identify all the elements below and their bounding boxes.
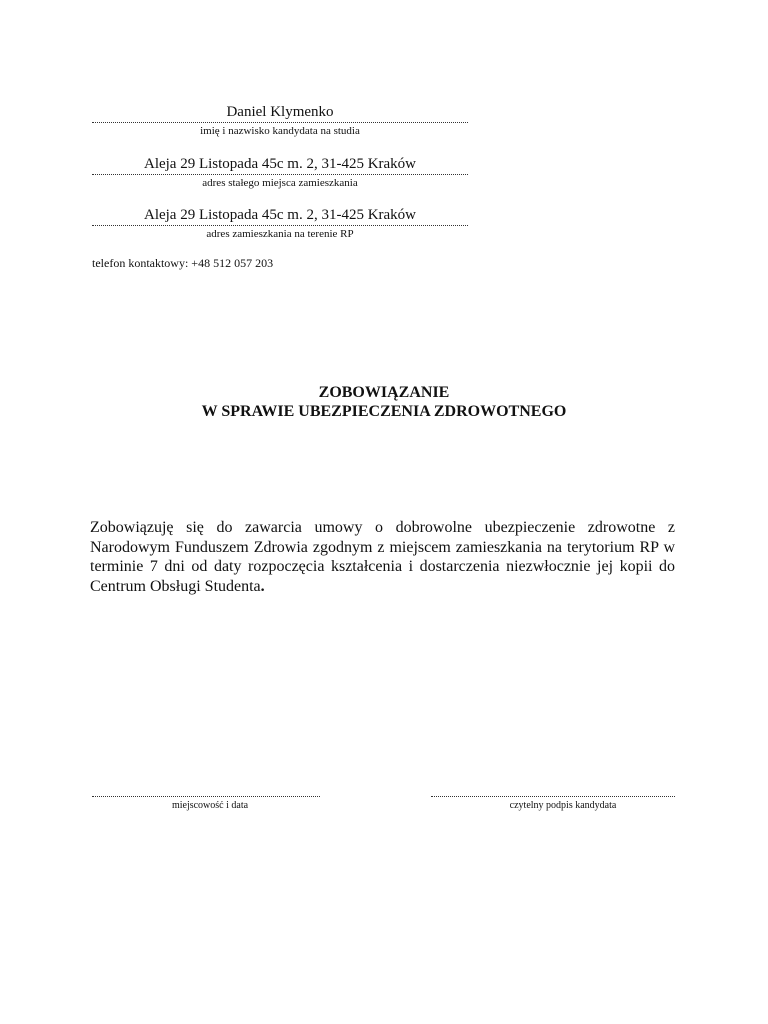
poland-address-field: [92, 207, 468, 241]
permanent-address-dotted-line: [92, 174, 468, 175]
declaration-text: [90, 518, 675, 596]
poland-address-value: Aleja 29 Listopada 45c m. 2, 31-425 Kraków: [143, 207, 417, 223]
title-line-2: W SPRAWIE UBEZPIECZENIA ZDROWOTNEGO: [201, 403, 567, 420]
place-date-field: [92, 796, 320, 812]
poland-address-dotted-line: [92, 225, 468, 226]
name-field: [92, 104, 468, 138]
document-title: [0, 383, 768, 421]
permanent-address-caption: adres stałego miejsca zamieszkania: [202, 177, 358, 189]
name-caption: imię i nazwisko kandydata na studia: [200, 125, 360, 137]
permanent-address-value: Aleja 29 Listopada 45c m. 2, 31-425 Kraków: [143, 156, 417, 172]
applicant-name: Daniel Klymenko: [226, 104, 334, 120]
poland-address-caption: adres zamieszkania na terenie RP: [206, 228, 354, 240]
declaration-body: Zobowiązuję się do zawarcia umowy o dobrowolne ubezpieczenie zdrowotne z Narodowym Funduszem Zdrowia zgodnym z miejscem zamieszkania na terytorium RP w terminie 7 dni od daty rozpoczęcia kształcenia i dostarczenia niezwłocznie jej kopii do Centrum Obsługi Studenta: [90, 519, 675, 595]
declaration-final-period: .: [260, 577, 265, 595]
signature-field: [431, 796, 675, 812]
title-line-1: ZOBOWIĄZANIE: [318, 384, 450, 401]
signature-dotted-line: [431, 796, 675, 797]
signature-caption: czytelny podpis kandydata: [509, 800, 617, 811]
contact-phone: telefon kontaktowy: +48 512 057 203: [92, 256, 274, 270]
place-date-caption: miejscowość i data: [171, 800, 249, 811]
name-dotted-line: [92, 122, 468, 123]
permanent-address-field: [92, 156, 468, 190]
place-date-dotted-line: [92, 796, 320, 797]
